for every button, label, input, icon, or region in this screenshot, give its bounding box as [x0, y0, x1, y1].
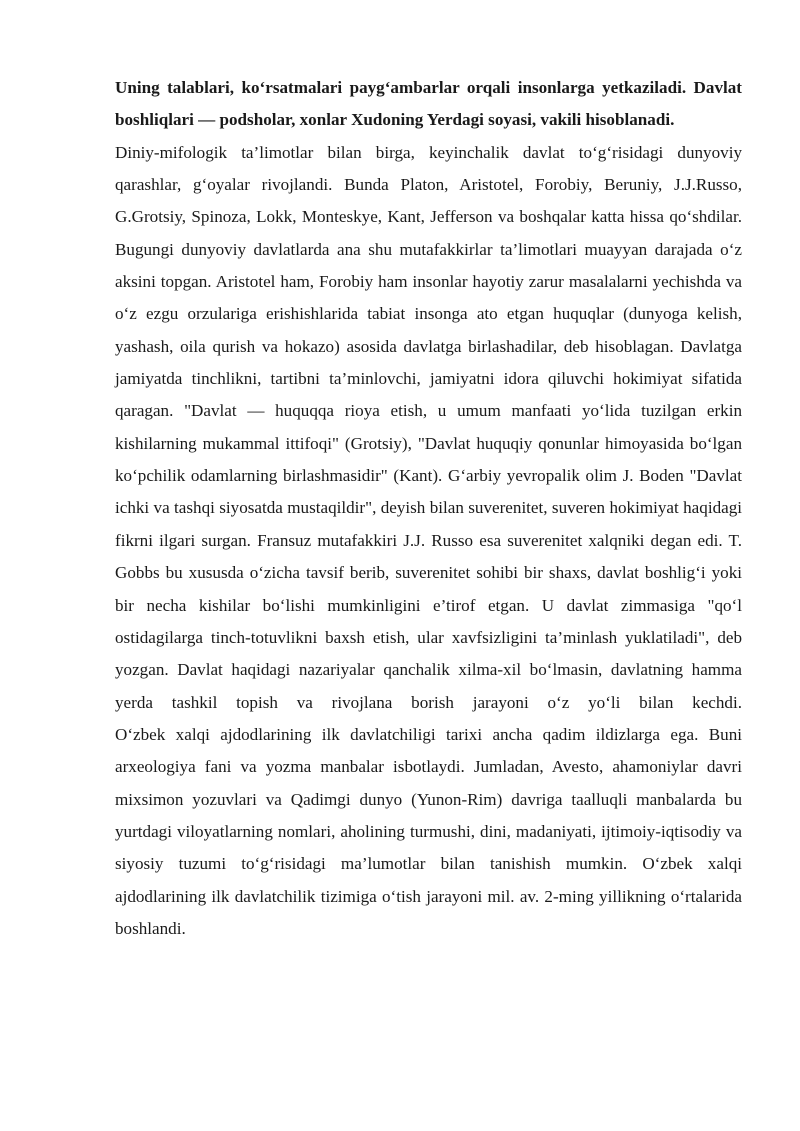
document-page [115, 72, 742, 945]
paragraph-intro-bold: Uning talablari, ko‘rsatmalari payg‘ambarlar orqali insonlarga yetkaziladi. Davlat boshliqlari — podsholar, xonlar Xudoning Yerdagi soyasi, vakili hisoblanadi. [115, 78, 742, 130]
paragraph-uzbek-statehood: O‘zbek xalqi ajdodlarining ilk davlatchiligi tarixi ancha qadim ildizlarga ega. Buni arxeologiya fani va yozma manbalar isbotlaydi. Jumladan, Avesto, ahamoniylar davri mixsimon yozuvlari va Qadimgi dunyo (Yunon-Rim) davriga taalluqli manbalarda bu yurtdagi viloyatlarning nomlari, aholining turmushi, dini, madaniyati, ijtimoiy-iqtisodiy va siyosiy tuzumi to‘g‘risidagi ma’lumotlar bilan tanishish mumkin. O‘zbek xalqi ajdodlarining ilk davlatchilik tizimiga o‘tish jarayoni mil. av. 2-ming yillikning o‘rtalarida boshlandi. [115, 724, 742, 938]
paragraph-secular-theories: Diniy-mifologik ta’limotlar bilan birga, keyinchalik davlat to‘g‘risidagi dunyoviy qarashlar, g‘oyalar rivojlandi. Bunda Platon, Aristotel, Forobiy, Beruniy, J.J.Russo, G.Grotsiy, Spinoza, Lokk, Monteskye, Kant, Jefferson va boshqalar katta hissa qo‘shdilar. Bugungi dunyoviy davlatlarda ana shu mutafakkirlar ta’limotlari muayyan darajada o‘z aksini topgan. Aristotel ham, Forobiy ham insonlar hayotiy zarur masalalarni yechishda va o‘z ezgu orzulariga erishishlarida tabiat insonga ato etgan huquqlar (dunyoga kelish, yashash, oila qurish va hokazo) asosida davlatga birlashadilar, deb hisoblagan. Davlatga jamiyatda tinchlikni, tartibni ta’minlovchi, jamiyatni idora qiluvchi hokimiyat sifatida qaragan. "Davlat — huquqqa rioya etish, u umum manfaati yo‘lida tuzilgan erkin kishilarning mukammal ittifoqi" (Grotsiy), "Davlat huquqiy qonunlar himoyasida bo‘lgan ko‘pchilik odamlarning birlashmasidir" (Kant). G‘arbiy yevropalik olim J. Boden "Davlat ichki va tashqi siyosatda mustaqildir", deyish bilan suverenitet, suveren hokimiyat haqidagi fikrni ilgari surgan. Fransuz mutafakkiri J.J. Russo esa suverenitet xalqniki degan edi. T. Gobbs bu xususda o‘zicha tavsif berib, suverenitet sohibi bir shaxs, davlat boshlig‘i yoki bir necha kishilar bo‘lishi mumkinligini e’tirof etgan. U davlat zimmasiga "qo‘l ostidagilarga tinch-totuvlikni baxsh etish, ular xavfsizligini ta’minlash yuklatiladi", deb yozgan. Davlat haqidagi nazariyalar qanchalik xilma-xil bo‘lmasin, davlatning hamma yerda tashkil topish va rivojlana borish jarayoni o‘z yo‘li bilan kechdi. [115, 142, 742, 712]
